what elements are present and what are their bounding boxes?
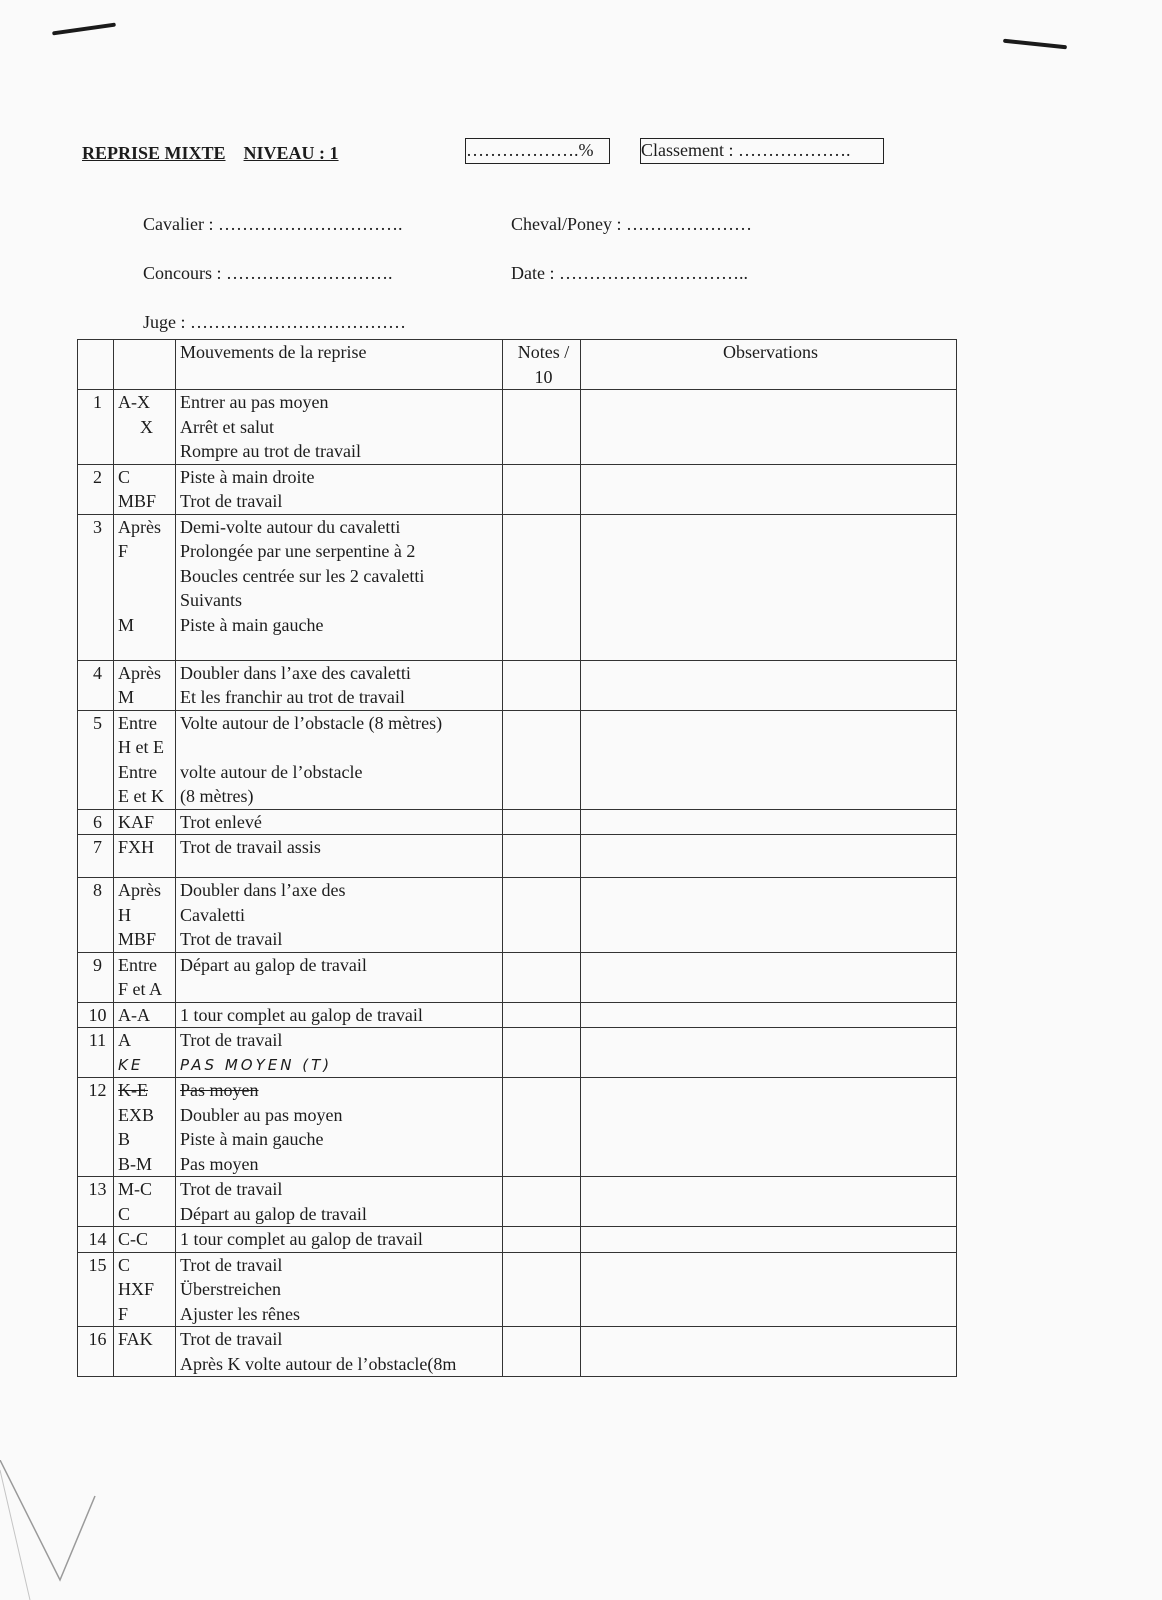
score-cell[interactable] [503,1078,581,1177]
score-cell[interactable] [503,660,581,710]
ranking-box: Classement : ………………. [640,138,884,164]
movement-line: Départ au galop de travail [180,1203,367,1224]
observation-cell[interactable] [581,1227,957,1253]
movement-number: 15 [78,1252,114,1327]
observation-cell[interactable] [581,464,957,514]
letters-line: Entre [118,712,157,733]
movement-letters [114,464,176,514]
score-cell[interactable] [503,952,581,1002]
reprise-title: REPRISE MIXTE [82,143,226,163]
movement-letters [114,952,176,1002]
letters-line: A-X [118,392,150,412]
letters-line: EXB [118,1104,154,1125]
score-cell[interactable] [503,1002,581,1028]
letters-line: F [118,1303,129,1324]
observation-cell[interactable] [581,1028,957,1078]
movement-letters [114,710,176,809]
letters-line: E et K [118,786,164,806]
movement-letters [114,878,176,953]
observation-cell[interactable] [581,710,957,809]
table-body [78,390,957,1377]
movement-number: 9 [78,952,114,1002]
movement-line: Et les franchir au trot de travail [180,687,405,707]
letters-line: X [140,416,153,437]
movement-description [176,390,503,465]
movement-line: Départ au galop de travail [180,954,367,975]
date-field: Date : ………………………….. [511,263,748,283]
movement-description [176,878,503,953]
movement-description [176,809,503,835]
movement-description [176,1078,503,1177]
observation-cell[interactable] [581,1177,957,1227]
letters-line: MBF [118,929,157,949]
movement-line: PAS MOYEN (T) [180,1055,333,1074]
movement-number: 13 [78,1177,114,1227]
level-title: NIVEAU : 1 [243,143,339,163]
movement-letters [114,1002,176,1028]
percent-box: ……………….% [465,138,610,164]
movement-description [176,464,503,514]
movement-letters [114,390,176,465]
competition-field: Concours : ………………………. [143,263,393,283]
header-movements: Mouvements de la reprise [176,340,503,390]
folded-corner-shadow [0,1460,100,1600]
letters-line: M-C [118,1179,153,1199]
movement-number: 14 [78,1227,114,1253]
movement-line [180,735,502,760]
movement-line: Arrêt et salut [180,416,274,437]
observation-cell[interactable] [581,878,957,953]
movement-line: Entrer au pas moyen [180,392,329,412]
score-cell[interactable] [503,464,581,514]
movement-description [176,1177,503,1227]
movement-number: 16 [78,1327,114,1377]
movement-number: 8 [78,878,114,953]
movement-letters [114,1177,176,1227]
movement-letters [114,1227,176,1253]
movement-line: 1 tour complet au galop de travail [180,1229,423,1249]
score-cell[interactable] [503,1327,581,1377]
score-cell[interactable] [503,1252,581,1327]
table-row [78,660,957,710]
header-letters-cell [114,340,176,390]
letters-line: Entre [118,954,157,975]
movement-line: Piste à main droite [180,466,315,487]
letters-line: H [118,904,131,925]
rider-field: Cavalier : …………………………. [143,214,403,234]
letters-line: KE [118,1055,144,1074]
movement-letters [114,514,176,660]
letters-line: F [118,541,129,561]
header-number-cell [78,340,114,390]
movement-line: Ajuster les rênes [180,1303,300,1324]
score-cell[interactable] [503,1028,581,1078]
letters-line: C [118,1203,131,1224]
table-row [78,1002,957,1028]
letters-line: A [118,1030,131,1050]
observation-cell[interactable] [581,390,957,465]
letters-line: C [118,1254,131,1275]
score-cell[interactable] [503,809,581,835]
movement-letters [114,1327,176,1377]
observation-cell[interactable] [581,514,957,660]
observation-cell[interactable] [581,1327,957,1377]
movement-line: Doubler dans l’axe des cavaletti [180,662,411,683]
movement-number: 1 [78,390,114,465]
movement-letters [114,835,176,878]
table-row [78,1078,957,1177]
horse-field: Cheval/Poney : ………………… [511,214,752,234]
movement-line: Piste à main gauche [180,614,324,635]
movement-line: Boucles centrée sur les 2 cavaletti [180,565,425,586]
score-cell[interactable] [503,835,581,878]
movement-number: 5 [78,710,114,809]
movement-letters [114,809,176,835]
corner-mark-right [1003,39,1067,50]
letters-line [118,588,175,613]
letters-line: B [118,1129,131,1149]
movement-description [176,1327,503,1377]
header-notes [503,340,581,390]
movement-line: Trot de travail [180,1030,283,1050]
movement-line: Prolongée par une serpentine à 2 [180,541,416,561]
movement-line: Demi-volte autour du cavaletti [180,516,401,537]
movement-line: volte autour de l’obstacle [180,761,363,782]
letters-line: K-E [118,1080,148,1100]
movement-number: 6 [78,809,114,835]
letters-line [118,439,175,464]
table-row [78,878,957,953]
movement-number: 7 [78,835,114,878]
movement-letters [114,1028,176,1078]
movement-line: Doubler dans l’axe des [180,880,346,900]
movement-letters [114,660,176,710]
score-cell[interactable] [503,1177,581,1227]
letters-line: M [118,614,135,635]
table-row [78,1252,957,1327]
movement-number: 10 [78,1002,114,1028]
letters-line: FXH [118,837,155,857]
header-observations: Observations [581,340,957,390]
score-cell[interactable] [503,1227,581,1253]
header-notes-line: Notes / [517,342,570,362]
letters-line: B-M [118,1153,153,1174]
movement-number: 12 [78,1078,114,1177]
letters-line: HXF [118,1279,155,1299]
movement-line: Trot enlevé [180,811,262,832]
movements-table [77,339,957,1377]
movement-number: 11 [78,1028,114,1078]
movement-line: Trot de travail [180,1329,283,1349]
movement-line: Pas moyen [180,1080,259,1100]
table-row [78,835,957,878]
table-header-row [78,340,957,390]
movement-line: Cavaletti [180,904,245,925]
judge-field: Juge : ……………………………… [143,312,406,332]
movement-description [176,710,503,809]
letters-line: C-C [118,1229,149,1249]
movement-description [176,1028,503,1078]
observation-cell[interactable] [581,1002,957,1028]
movement-line: Trot de travail [180,1254,283,1275]
movement-description [176,835,503,878]
table-row [78,952,957,1002]
letters-line: FAK [118,1329,153,1349]
observation-cell[interactable] [581,952,957,1002]
table-row [78,1028,957,1078]
movement-line: Volte autour de l’obstacle (8 mètres) [180,712,443,733]
movement-line: 1 tour complet au galop de travail [180,1004,423,1025]
movement-description [176,514,503,660]
letters-line [118,564,175,589]
score-cell[interactable] [503,390,581,465]
table-row [78,514,957,660]
movement-line: Doubler au pas moyen [180,1104,343,1125]
movement-number: 4 [78,660,114,710]
movement-description [176,1002,503,1028]
movement-line: Trot de travail [180,491,283,511]
movement-description [176,952,503,1002]
letters-line: M [118,687,135,707]
letters-line: H et E [118,737,164,757]
score-cell[interactable] [503,514,581,660]
movement-line: Trot de travail [180,929,283,949]
letters-line: Entre [118,761,157,782]
movement-line: Rompre au trot de travail [180,441,361,461]
score-cell[interactable] [503,710,581,809]
observation-cell[interactable] [581,1252,957,1327]
movement-line: Piste à main gauche [180,1129,324,1149]
letters-line: Après [118,662,161,683]
table-row [78,464,957,514]
table-row [78,710,957,809]
movement-line: Überstreichen [180,1279,281,1299]
table-row [78,809,957,835]
movement-number: 2 [78,464,114,514]
document-title [82,143,339,164]
letters-line: C [118,466,131,487]
letters-line: Après [118,516,161,537]
letters-line: Après [118,880,161,900]
observation-cell[interactable] [581,809,957,835]
letters-line: A-A [118,1004,150,1025]
table-row [78,390,957,465]
table-row [78,1327,957,1377]
movement-line: Trot de travail assis [180,837,321,857]
letters-line: KAF [118,811,155,832]
letters-line: MBF [118,491,157,511]
observation-cell[interactable] [581,1078,957,1177]
table-row [78,1227,957,1253]
header-notes-line: 10 [534,366,553,387]
movement-description [176,1227,503,1253]
observation-cell[interactable] [581,835,957,878]
movement-line: (8 mètres) [180,786,254,806]
movement-number: 3 [78,514,114,660]
movement-letters [114,1078,176,1177]
letters-line: F et A [118,979,163,999]
movement-letters [114,1252,176,1327]
observation-cell[interactable] [581,660,957,710]
score-cell[interactable] [503,878,581,953]
movement-line: Trot de travail [180,1179,283,1199]
movement-line: Après K volte autour de l’obstacle(8m [180,1353,457,1374]
movement-description [176,660,503,710]
table-row [78,1177,957,1227]
movement-description [176,1252,503,1327]
movement-line: Pas moyen [180,1153,259,1174]
movement-line: Suivants [180,590,243,610]
corner-mark-left [52,23,116,36]
